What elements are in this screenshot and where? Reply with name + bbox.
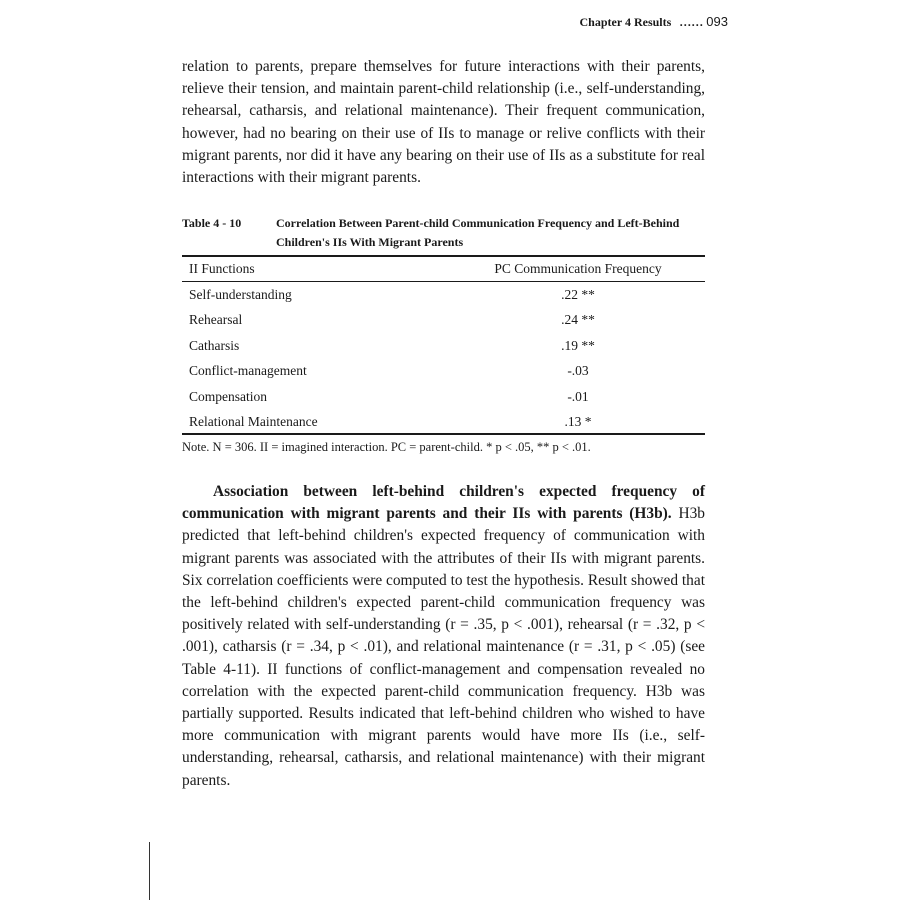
table-header-rule (182, 281, 705, 282)
table-row-value: .13 * (564, 414, 592, 429)
table-row-function: Rehearsal (189, 312, 243, 327)
header-dots: …… (679, 15, 704, 29)
table-row-function: Self-understanding (189, 287, 292, 302)
table-row-value: -.03 (567, 363, 589, 378)
margin-line (149, 842, 150, 900)
table-row-function: Compensation (189, 389, 267, 404)
table-header-functions: II Functions (189, 261, 255, 276)
table-bottom-rule (182, 433, 705, 435)
table-row-function: Conflict-management (189, 363, 307, 378)
h3b-body: H3b predicted that left-behind children's expected frequency of communication with migrant parents was associated with the attributes of their IIs with migrant parents. Six correlation coefficients were computed to test the hypothesis. Result showed that the left-behind children's expected parent-child communication frequency was positively related with self-understanding (r = .35, p < .001), rehearsal (r = .32, p < .001), catharsis (r = .34, p < .01), and relational maintenance (r = .31, p < .05) (see Table 4-11). II functions of conflict-management and compensation revealed no correlation with the expected parent-child communication frequency. H3b was partially supported. Results indicated that left-behind children who wished to have more communication with migrant parents would have more IIs (i.e., self-understanding, rehearsal, catharsis, and relational maintenance) with their migrant parents. (182, 505, 705, 789)
table-note: Note. N = 306. II = imagined interaction. PC = parent-child. * p < .05, ** p < .01. (182, 440, 591, 454)
page-number: 093 (706, 14, 728, 29)
table-caption (182, 214, 705, 252)
table-row-value: .19 ** (561, 338, 595, 353)
h3b-heading: Association between left-behind children's expected frequency of communication with migrant parents and their IIs with parents (H3b). (182, 483, 705, 523)
table-title: Correlation Between Parent-child Communication Frequency and Left-Behind Children's IIs With Migrant Parents (276, 216, 680, 249)
table-row-function: Catharsis (189, 338, 240, 353)
body-paragraph-h3b (182, 481, 705, 792)
table-row-value: .22 ** (561, 287, 595, 302)
running-title: Chapter 4 Results (579, 15, 672, 29)
body-paragraph-top: relation to parents, prepare themselves for future interactions with their parents, relieve their tension, and maintain parent-child relationship (i.e., self-understanding, rehearsal, catharsis, and relational maintenance). Their frequent communication, however, had no bearing on their use of IIs to manage or relive conflicts with their migrant parents, nor did it have any bearing on their use of IIs as a substitute for real interactions with their migrant parents. (182, 58, 705, 187)
table-top-rule (182, 255, 705, 257)
table-row-function: Relational Maintenance (189, 414, 318, 429)
table-number: Table 4 - 10 (182, 216, 242, 230)
table-row-value: .24 ** (561, 312, 595, 327)
table-header-frequency: PC Communication Frequency (494, 261, 662, 276)
running-header (580, 14, 728, 30)
table-row-value: -.01 (567, 389, 589, 404)
